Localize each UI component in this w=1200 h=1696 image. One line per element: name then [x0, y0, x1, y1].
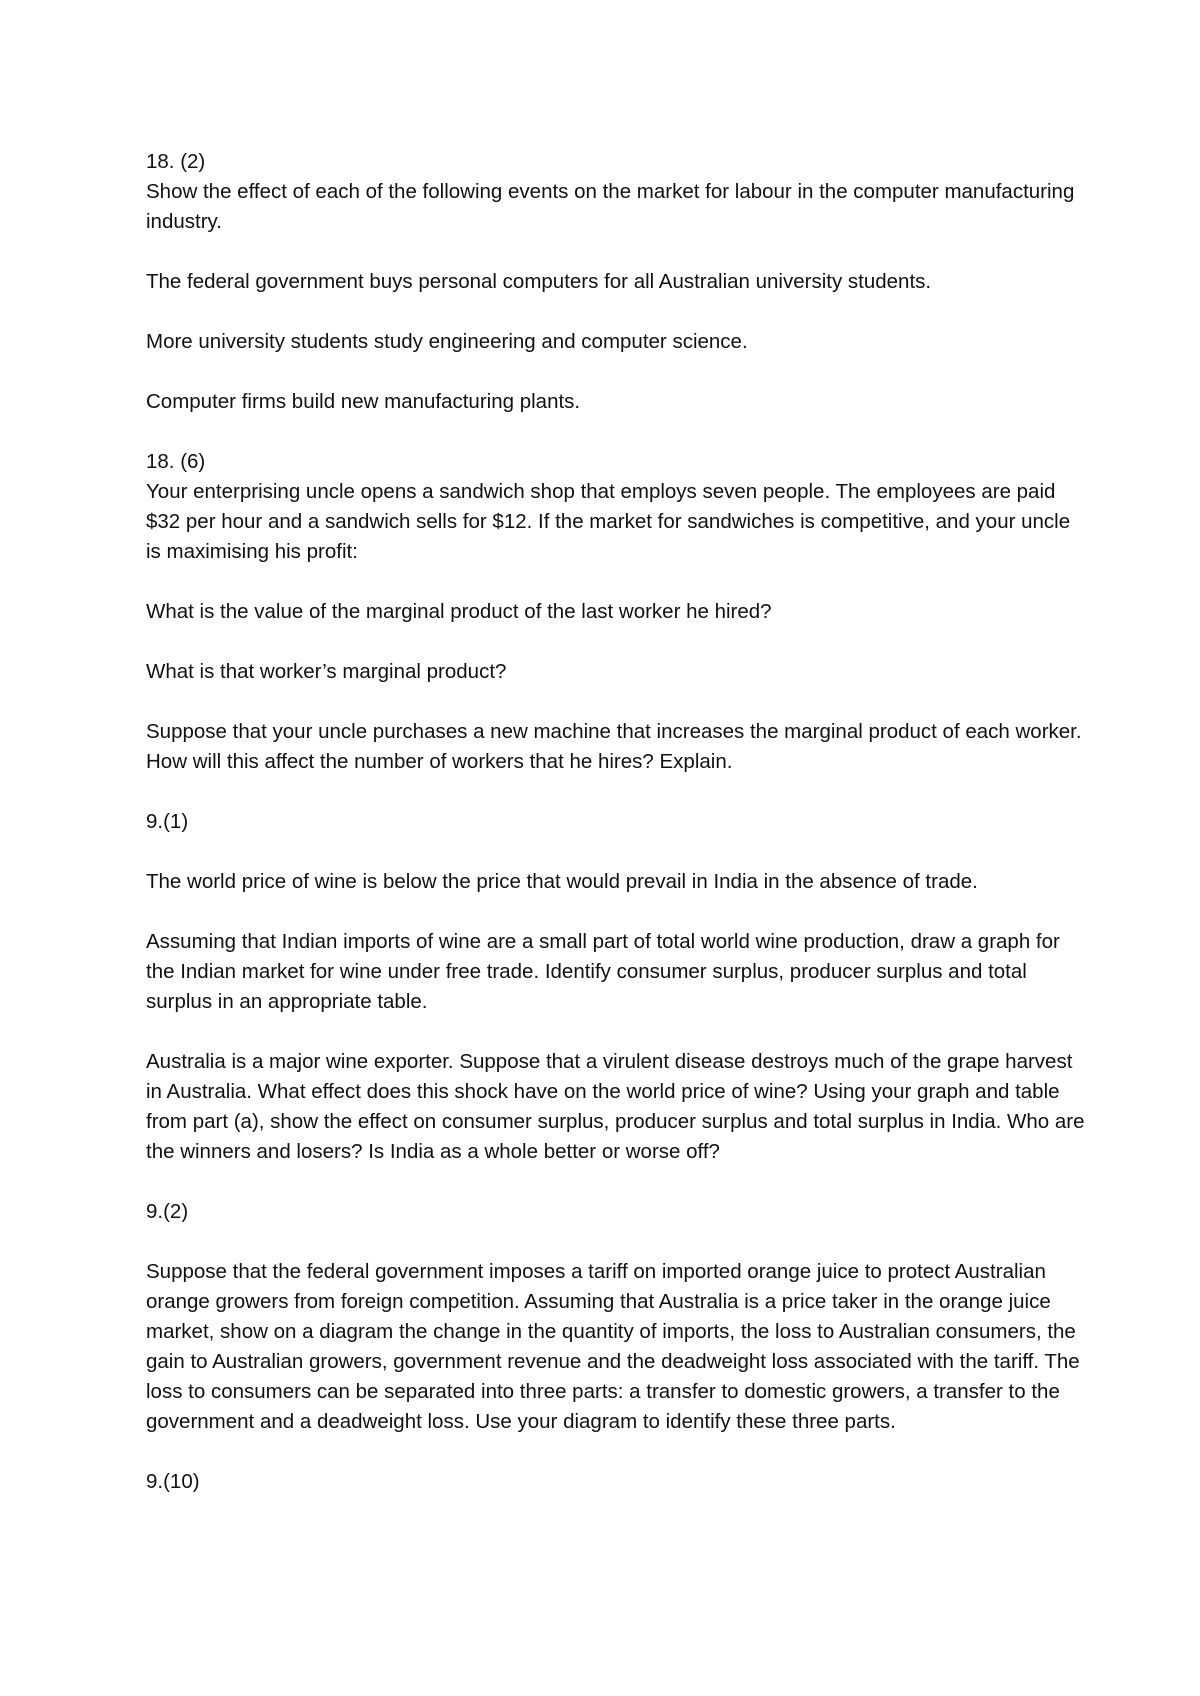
question-part: Australia is a major wine exporter. Suppose that a virulent disease destroys much of the grape harvest in Australia. What effect does this shock have on the world price of wine? Using your graph and table from part (a), show the effect on consumer surplus, producer surplus and total surplus in India. Who are the winners and losers? Is India as a whole better or worse off? — [146, 1050, 1085, 1163]
question-heading: 9.(1) — [146, 810, 189, 833]
document-page — [146, 147, 1086, 1497]
question-part: What is that worker’s marginal product? — [146, 660, 507, 683]
question-part: More university students study engineering and computer science. — [146, 330, 748, 353]
question-text: The world price of wine is below the price that would prevail in India in the absence of trade. — [146, 870, 978, 893]
question-heading: 9.(2) — [146, 1200, 189, 1223]
question-heading: 9.(10) — [146, 1470, 200, 1493]
question-part: The federal government buys personal computers for all Australian university students. — [146, 270, 932, 293]
question-part: Computer firms build new manufacturing plants. — [146, 390, 581, 413]
question-text: Suppose that the federal government imposes a tariff on imported orange juice to protect Australian orange growers from foreign competition. Assuming that Australia is a price taker in the orange juice market, show on a diagram the change in the quantity of imports, the loss to Australian consumers, the gain to Australian growers, government revenue and the deadweight loss associated with the tariff. The loss to consumers can be separated into three parts: a transfer to domestic growers, a transfer to the government and a deadweight loss. Use your diagram to identify these three parts. — [146, 1260, 1080, 1433]
question-part: Suppose that your uncle purchases a new machine that increases the marginal product of each worker. How will this affect the number of workers that he hires? Explain. — [146, 720, 1082, 773]
question-text: Show the effect of each of the following events on the market for labour in the computer manufacturing industry. — [146, 180, 1075, 233]
question-part: Assuming that Indian imports of wine are a small part of total world wine production, draw a graph for the Indian market for wine under free trade. Identify consumer surplus, producer surplus and total surplus in an appropriate table. — [146, 930, 1060, 1013]
question-heading: 18. (6) — [146, 450, 206, 473]
question-heading: 18. (2) — [146, 150, 206, 173]
question-part: What is the value of the marginal product of the last worker he hired? — [146, 600, 772, 623]
question-text: Your enterprising uncle opens a sandwich shop that employs seven people. The employees are paid $32 per hour and a sandwich sells for $12. If the market for sandwiches is competitive, and your uncle is maximising his profit: — [146, 480, 1071, 563]
